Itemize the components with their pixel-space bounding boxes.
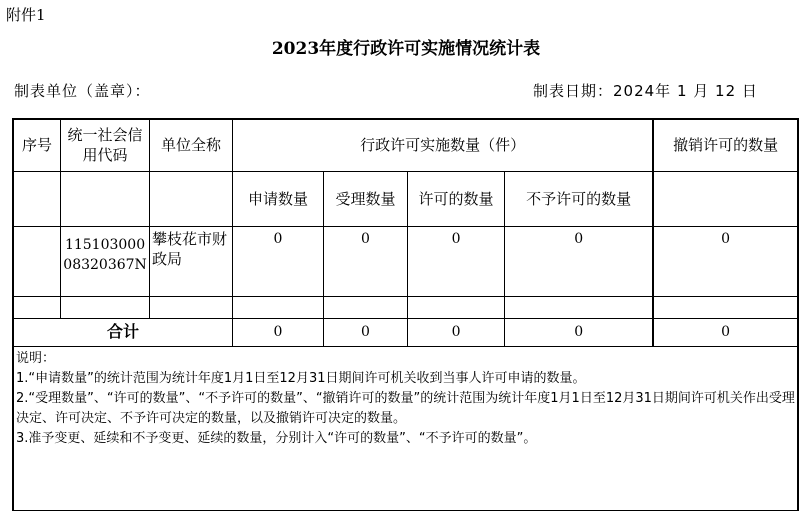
empty-cell [505,296,654,318]
header-permit: 许可的数量 [407,171,504,226]
total-label: 合计 [13,318,232,346]
table-row [13,226,798,296]
header-seq-blank [13,171,61,226]
statistics-table [12,118,799,511]
note-item-3: 3.准予变更、延续和不予变更、延续的数量，分别计入“许可的数量”、“不予许可的数量”。 [16,430,537,446]
header-apply: 申请数量 [232,171,323,226]
row-revoke: 0 [653,226,798,296]
total-permit: 0 [407,318,504,346]
header-credit-code-blank [61,171,150,226]
total-row [13,318,798,346]
header-row-1 [13,119,798,171]
row-deny: 0 [505,226,654,296]
header-unit-name-blank [150,171,233,226]
header-seq: 序号 [13,119,61,171]
header-credit-code: 统一社会信用代码 [61,119,150,171]
row-accept: 0 [324,226,408,296]
row-credit-code: 11510300008320367N [61,226,150,296]
total-revoke: 0 [653,318,798,346]
total-accept: 0 [324,318,408,346]
empty-cell [407,296,504,318]
empty-cell [324,296,408,318]
row-unit-name: 攀枝花市财政局 [150,226,233,296]
empty-cell [653,296,798,318]
empty-cell [150,296,233,318]
empty-row [13,296,798,318]
notes-row [13,346,798,510]
header-revoke-blank [653,171,798,226]
total-deny: 0 [505,318,654,346]
note-item-2: 2.“受理数量”、“许可的数量”、“不予许可的数量”、“撤销许可的数量”的统计范围为统计年度1月1日至12月31日期间许可机关作出受理决定、许可决定、不予许可决定的数量，以及撤销许可决定的数量。 [16,390,795,426]
row-apply: 0 [232,226,323,296]
header-row-2 [13,171,798,226]
note-item-1: 1.“申请数量”的统计范围为统计年度1月1日至12月31日期间许可机关收到当事人许可申请的数量。 [16,370,586,386]
header-accept: 受理数量 [324,171,408,226]
attachment-label: 附件1 [6,6,46,24]
header-implementation-group: 行政许可实施数量（件） [232,119,653,171]
issue-date-label: 制表日期：2024年 1 月 12 日 [533,82,758,100]
row-permit: 0 [407,226,504,296]
empty-cell [232,296,323,318]
row-seq [13,226,61,296]
empty-cell [13,296,61,318]
issuing-unit-label: 制表单位（盖章）： [14,82,151,100]
header-deny: 不予许可的数量 [505,171,654,226]
notes-section [13,346,798,510]
empty-cell [61,296,150,318]
header-unit-name: 单位全称 [150,119,233,171]
total-apply: 0 [232,318,323,346]
header-revoke: 撤销许可的数量 [653,119,798,171]
notes-heading: 说明： [16,350,56,366]
page-title: 2023年度行政许可实施情况统计表 [271,39,541,59]
